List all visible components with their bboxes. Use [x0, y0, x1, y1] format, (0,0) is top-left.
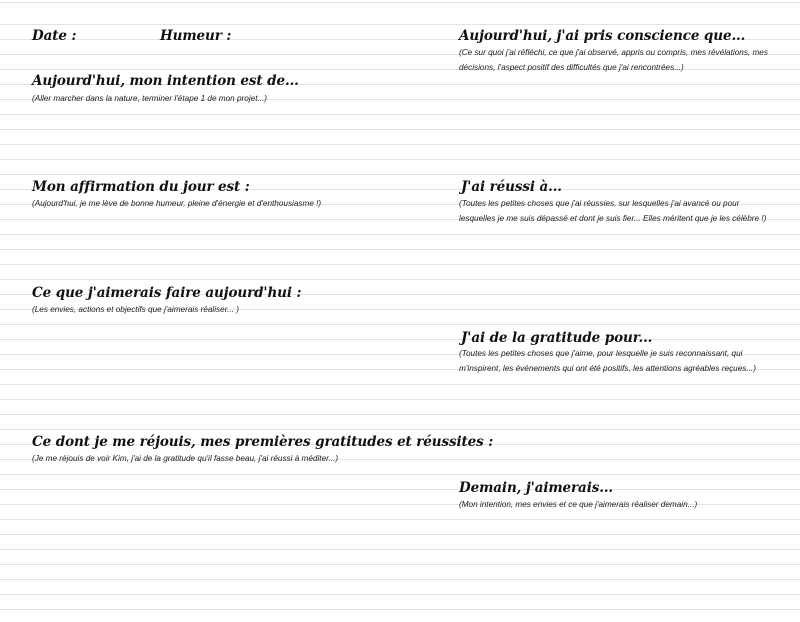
gratitude-title: J'ai de la gratitude pour...	[461, 330, 653, 346]
awareness-title: Aujourd'hui, j'ai pris conscience que...	[459, 28, 746, 44]
tomorrow-title: Demain, j'aimerais...	[459, 480, 614, 496]
intention-hint: (Aller marcher dans la nature, terminer l'étape 1 de mon projet...)	[32, 94, 268, 103]
tomorrow-hint: (Mon intention, mes envies et ce que j'aimerais réaliser demain...)	[459, 500, 698, 509]
affirmation-hint: (Aujourd'hui, je me lève de bonne humeur, pleine d'énergie et d'enthousiasme !)	[32, 199, 322, 208]
intention-writing-area[interactable]	[30, 108, 420, 178]
wishes-hint: (Les envies, actions et objectifs que j'aimerais réaliser... )	[32, 305, 239, 314]
mood-label: Humeur :	[160, 28, 232, 44]
joys-writing-area[interactable]	[30, 468, 420, 608]
joys-hint: (Je me réjouis de voir Kim, j'ai de la gratitude qu'il fasse beau, j'ai réussi à méditer...)	[32, 454, 339, 463]
mood-field[interactable]	[216, 26, 416, 46]
success-title: J'ai réussi à...	[461, 179, 562, 195]
gratitude-hint: (Toutes les petites choses que j'aime, pour lesquelle je suis reconnaissant, qui m'inspirent, les événements qui ont été positifs, les attentions agréables reçues...)	[459, 349, 756, 373]
wishes-title: Ce que j'aimerais faire aujourd'hui :	[32, 285, 302, 301]
joys-title: Ce dont je me réjouis, mes premières gratitudes et réussites :	[32, 434, 494, 450]
date-label: Date :	[32, 28, 77, 44]
affirmation-title: Mon affirmation du jour est :	[32, 179, 250, 195]
success-hint: (Toutes les petites choses que j'ai réussies, sur lesquelles j'ai avancé ou pour lesquelles je me suis dépassé et dont je suis fier... Elles méritent que je les célèbre !)	[459, 199, 767, 223]
affirmation-writing-area[interactable]	[30, 213, 420, 283]
tomorrow-writing-area[interactable]	[457, 514, 787, 610]
success-writing-area[interactable]	[457, 228, 787, 324]
gratitude-writing-area[interactable]	[457, 378, 787, 474]
awareness-hint: (Ce sur quoi j'ai réfléchi, ce que j'ai observé, appris ou compris, mes révélations, mes décisions, l'aspect positif des difficultés que j'ai rencontrées...)	[459, 48, 768, 72]
date-field[interactable]	[72, 26, 152, 46]
intention-title: Aujourd'hui, mon intention est de...	[32, 73, 299, 89]
awareness-writing-area[interactable]	[457, 78, 787, 174]
wishes-writing-area[interactable]	[30, 318, 420, 428]
